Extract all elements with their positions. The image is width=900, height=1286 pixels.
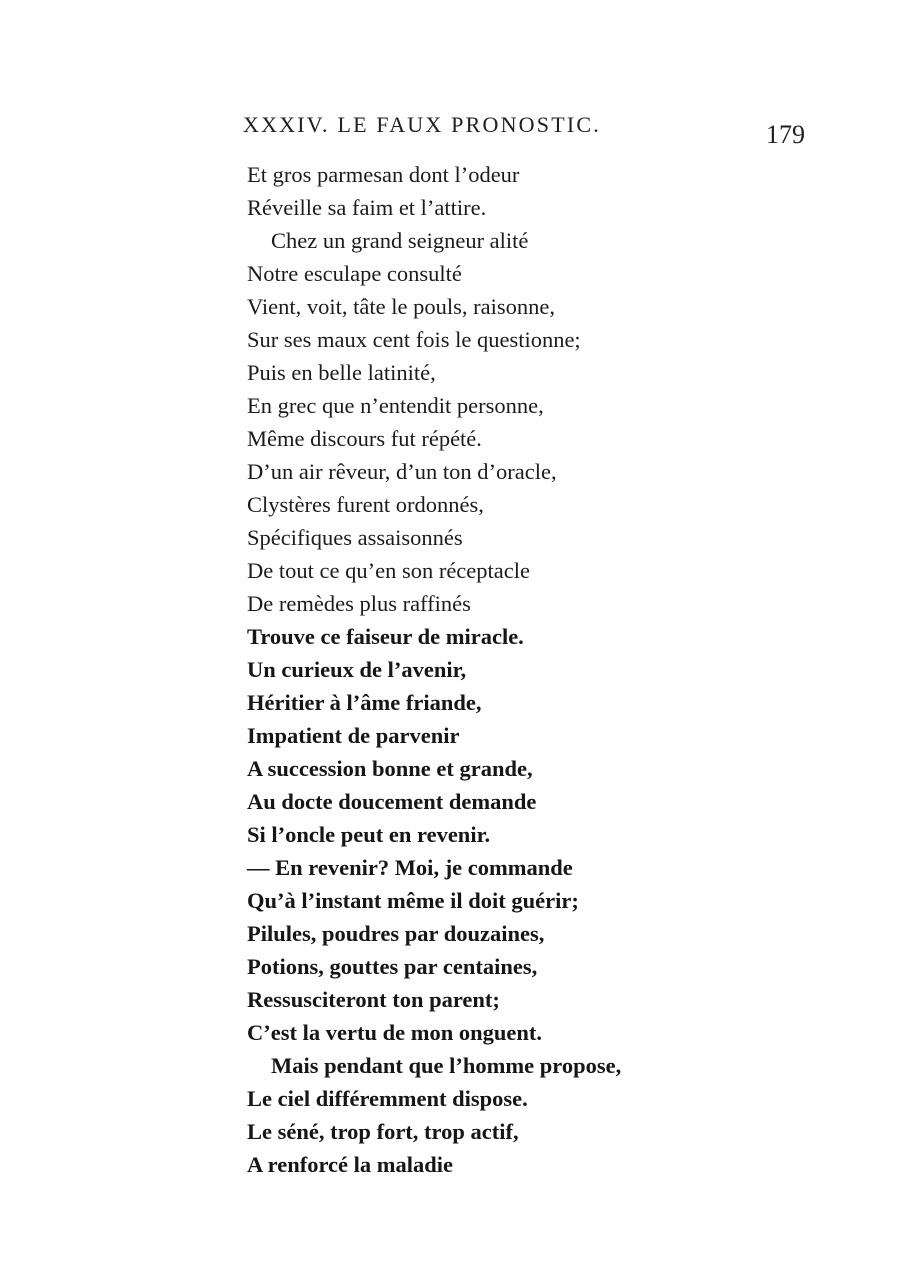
- verse-line: Pilules, poudres par douzaines,: [247, 921, 545, 946]
- verse-line: Qu’à l’instant même il doit guérir;: [247, 888, 579, 913]
- running-head-title: XXXIV. LE FAUX PRONOSTIC.: [243, 112, 601, 137]
- verse-line: Héritier à l’âme friande,: [247, 690, 482, 715]
- verse-line: Notre esculape consulté: [247, 261, 462, 286]
- verse-line: De remèdes plus raffinés: [247, 591, 471, 616]
- verse-line: Un curieux de l’avenir,: [247, 657, 467, 682]
- verse-line: A succession bonne et grande,: [247, 756, 533, 781]
- verse-line: Vient, voit, tâte le pouls, raisonne,: [247, 294, 555, 319]
- verse-line: Potions, gouttes par centaines,: [247, 954, 538, 979]
- verse-line: D’un air rêveur, d’un ton d’oracle,: [247, 459, 557, 484]
- verse-line: — En revenir? Moi, je commande: [247, 855, 573, 880]
- verse-line: Trouve ce faiseur de miracle.: [247, 624, 524, 649]
- verse-line: Ressusciteront ton parent;: [247, 987, 500, 1012]
- verse-line: De tout ce qu’en son réceptacle: [247, 558, 530, 583]
- page-number: 179: [766, 120, 805, 149]
- verse-line: Si l’oncle peut en revenir.: [247, 822, 491, 847]
- poem-text: [247, 158, 707, 1181]
- verse-line: Le séné, trop fort, trop actif,: [247, 1119, 519, 1144]
- verse-line: C’est la vertu de mon onguent.: [247, 1020, 542, 1045]
- verse-line: Impatient de parvenir: [247, 723, 460, 748]
- verse-line: Puis en belle latinité,: [247, 360, 436, 385]
- verse-line: Réveille sa faim et l’attire.: [247, 195, 487, 220]
- verse-line: Au docte doucement demande: [247, 789, 537, 814]
- verse-line: En grec que n’entendit personne,: [247, 393, 544, 418]
- verse-line: Sur ses maux cent fois le questionne;: [247, 327, 581, 352]
- verse-line: Mais pendant que l’homme propose,: [271, 1053, 622, 1078]
- verse-line: Le ciel différemment dispose.: [247, 1086, 528, 1111]
- verse-line: A renforcé la maladie: [247, 1152, 454, 1177]
- verse-line: Clystères furent ordonnés,: [247, 492, 484, 517]
- verse-line: Même discours fut répété.: [247, 426, 482, 451]
- verse-line: Spécifiques assaisonnés: [247, 525, 463, 550]
- verse-line: Chez un grand seigneur alité: [271, 228, 529, 253]
- verse-line: Et gros parmesan dont l’odeur: [247, 162, 520, 187]
